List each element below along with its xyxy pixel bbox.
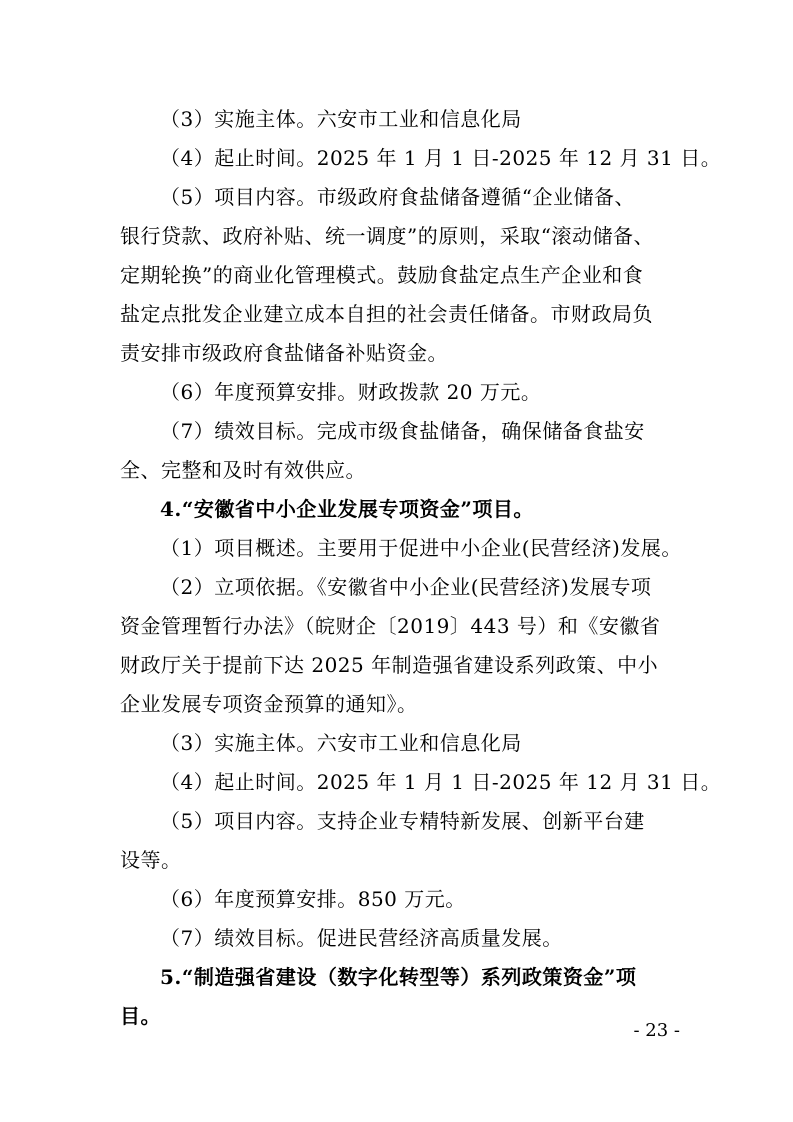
text-line: 全、完整和及时有效供应。: [120, 458, 366, 482]
text-line: （7）绩效目标。促进民营经济高质量发展。: [160, 926, 563, 950]
section-heading: 4.“安徽省中小企业发展专项资金”项目。: [160, 497, 534, 521]
text-line: 设等。: [120, 848, 182, 872]
text-line: 责安排市级政府食盐储备补贴资金。: [120, 341, 448, 365]
text-line: （7）绩效目标。完成市级食盐储备，确保储备食盐安: [160, 419, 645, 443]
text-line: （4）起止时间。2025 年 1 月 1 日-2025 年 12 月 31 日。: [160, 146, 722, 170]
text-line: （1）项目概述。主要用于促进中小企业(民营经济)发展。: [160, 536, 682, 560]
text-line: 资金管理暂行办法》（皖财企〔2019〕443 号）和《安徽省: [120, 614, 661, 638]
text-line: 定期轮换”的商业化管理模式。鼓励食盐定点生产企业和食: [120, 263, 644, 287]
page-number: - 23 -: [633, 1020, 680, 1041]
text-line: 企业发展专项资金预算的通知》。: [120, 692, 418, 716]
text-line: （2）立项依据。《安徽省中小企业(民营经济)发展专项: [160, 575, 652, 599]
text-line: （3）实施主体。六安市工业和信息化局: [160, 731, 522, 755]
section-heading: 5.“制造强省建设（数字化转型等）系列政策资金”项: [160, 965, 637, 989]
section-heading-continued: 目。: [120, 1004, 161, 1028]
text-line: 盐定点批发企业建立成本自担的社会责任储备。市财政局负: [120, 302, 653, 326]
text-line: （6）年度预算安排。850 万元。: [160, 887, 466, 911]
text-line: （5）项目内容。市级政府食盐储备遵循“企业储备、: [160, 185, 635, 209]
text-line: 财政厅关于提前下达 2025 年制造强省建设系列政策、中小: [120, 653, 659, 677]
text-line: 银行贷款、政府补贴、统一调度”的原则，采取“滚动储备、: [120, 224, 654, 248]
text-line: （6）年度预算安排。财政拨款 20 万元。: [160, 380, 542, 404]
text-line: （5）项目内容。支持企业专精特新发展、创新平台建: [160, 809, 645, 833]
text-line: （3）实施主体。六安市工业和信息化局: [160, 107, 522, 131]
text-line: （4）起止时间。2025 年 1 月 1 日-2025 年 12 月 31 日。: [160, 770, 722, 794]
